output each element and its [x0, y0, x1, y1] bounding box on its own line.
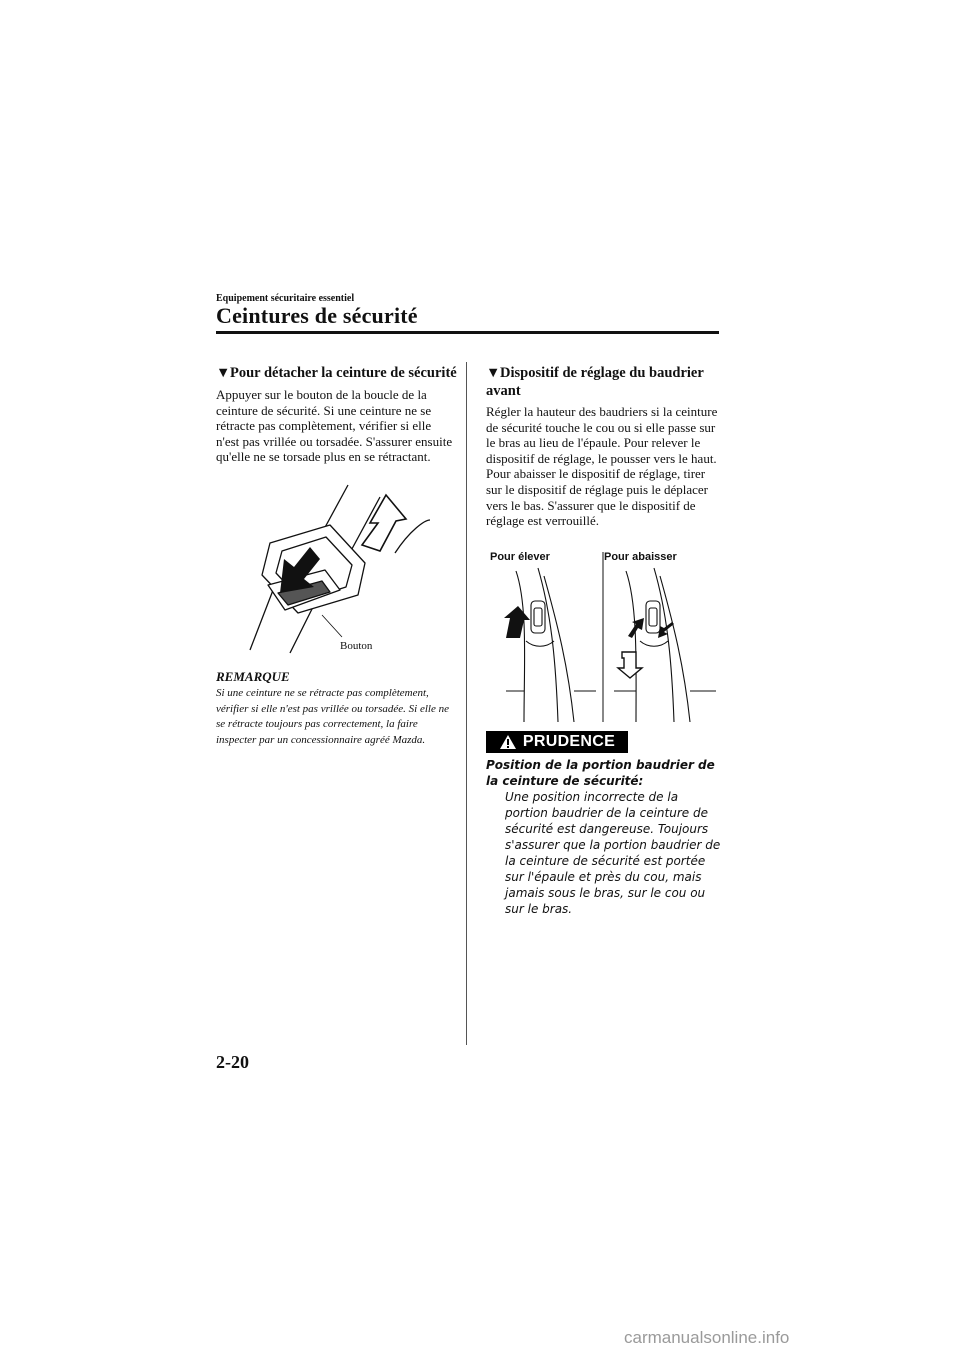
buckle-release-illustration	[230, 475, 445, 665]
figure-label-raise: Pour élever	[490, 551, 550, 563]
section-breadcrumb: Equipement sécuritaire essentiel	[216, 293, 355, 304]
note-heading: REMARQUE	[216, 669, 290, 684]
figure-label-bouton: Bouton	[340, 640, 373, 652]
caution-title: Position de la portion baudrier de la ceinture de sécurité:	[486, 758, 715, 788]
right-body-text: Régler la hauteur des baudriers si la ceinture de sécurité touche le cou ou si elle passe sur le bras au lieu de l'épaule. Pour relever le dispositif de réglage, le pousser vers le haut. Pour abaisser le dispositif de réglage, tirer sur le dispositif de réglage puis le déplacer vers le bas. S'assurer que le dispositif de réglage est verrouillé.	[486, 404, 718, 529]
right-heading-text: Dispositif de réglage du baudrier avant	[486, 365, 704, 399]
right-heading	[486, 364, 721, 400]
caution-text: Une position incorrecte de la portion baudrier de la ceinture de sécurité est dangereuse. Toujours s'assurer que la portion baudrier de la ceinture de sécurité est portée sur l'épaule et près du cou, mais jamais sous le bras, sur le cou ou sur le bras.	[505, 790, 721, 916]
warning-triangle-icon	[499, 734, 517, 750]
adjuster-illustration-svg	[486, 546, 721, 724]
left-heading-text: Pour détacher la ceinture de sécurité	[230, 365, 457, 381]
left-body-text: Appuyer sur le bouton de la boucle de la ceinture de sécurité. Si une ceinture ne se rétracte pas complètement, vérifier si elle n'est pas vrillée ou torsadée. S'assurer ensuite qu'elle ne se torsade plus en se rétractant.	[216, 387, 453, 465]
caution-badge	[486, 731, 628, 753]
site-watermark: carmanualsonline.info	[624, 1328, 790, 1347]
note-body: Si une ceinture ne se rétracte pas complètement, vérifier si elle n'est pas vrillée ou torsadée. Si elle ne se rétracte toujours pas correctement, la faire inspecter par un concessionnaire agréé Mazda.	[216, 687, 449, 746]
left-heading	[216, 364, 466, 382]
column-divider	[466, 362, 467, 1045]
page-title: Ceintures de sécurité	[216, 303, 418, 328]
shoulder-adjuster-illustration	[486, 546, 721, 724]
triangle-marker-icon: ▼	[486, 365, 501, 381]
triangle-marker-icon: ▼	[216, 365, 231, 381]
buckle-illustration-svg	[230, 475, 445, 665]
title-rule	[216, 331, 719, 334]
page-number: 2-20	[216, 1052, 249, 1072]
caution-label: PRUDENCE	[522, 733, 616, 750]
figure-label-lower: Pour abaisser	[604, 551, 677, 563]
